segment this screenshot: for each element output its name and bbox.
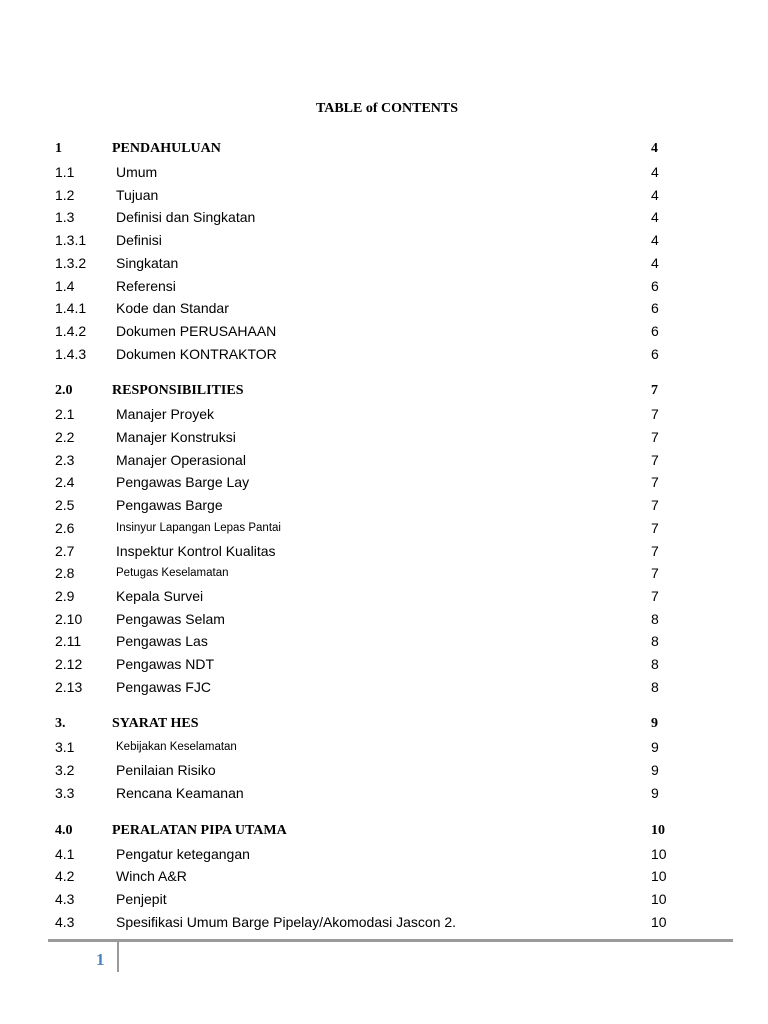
toc-entry-label: Spesifikasi Umum Barge Pipelay/Akomodasi Jascon 2. [116,913,457,930]
toc-entry [0,586,768,606]
toc-entry-page: 6 [651,322,659,339]
toc-entry-number: 2.0 [55,383,73,399]
toc-entry [0,631,768,651]
toc-entry-label: Singkatan [116,254,179,271]
toc-entry-page: 8 [651,678,659,695]
toc-entry [0,276,768,296]
toc-entry-number: 2.9 [55,587,75,604]
toc-entry-label: Definisi [116,232,162,249]
toc-entry [0,912,768,932]
toc-entry-page: 4 [651,254,659,271]
toc-entry-number: 1 [55,141,62,156]
toc-entry-number: 3. [55,716,66,732]
toc-entry-label: RESPONSIBILITIES [112,383,244,399]
toc-entry-label: Dokumen PERUSAHAAN [116,322,277,339]
toc-entry-label: Pengawas FJC [116,678,211,695]
toc-entry [0,207,768,227]
toc-entry-page: 4 [651,164,659,180]
toc-entry-label: Manajer Konstruksi [116,429,236,445]
toc-entry-label: Insinyur Lapangan Lepas Pantai [116,521,281,534]
toc-entry [0,162,768,182]
toc-entry [0,889,768,909]
toc-entry-label: Kebijakan Keselamatan [116,741,237,754]
toc-entry-label: Pengawas Selam [116,610,225,627]
toc-entry-number: 4.0 [55,822,73,838]
toc-entry-page: 9 [651,716,658,732]
toc-entry [0,253,768,273]
toc-entry-number: 2.4 [55,474,75,491]
toc-entry [0,344,768,364]
toc-entry-number: 2.11 [55,633,82,650]
toc-entry-page: 9 [651,739,659,756]
toc-entry [0,495,768,515]
toc-entry-page: 4 [651,141,658,156]
toc-entry-number: 1.4.3 [55,345,87,362]
toc-entry [0,563,768,583]
toc-entry-number: 1.2 [55,186,75,203]
toc-entry-label: Penilaian Risiko [116,762,216,779]
toc-entry [0,298,768,318]
toc-entry-number: 2.1 [55,406,75,423]
toc-entry-page: 7 [651,519,659,536]
toc-entry-number: 1.3 [55,209,75,226]
toc-entry-page: 6 [651,277,659,294]
toc-entry-label: Winch A&R [116,868,187,885]
toc-entry-page: 10 [651,890,667,907]
toc-entry-page: 7 [651,406,659,423]
toc-section-heading [0,714,768,734]
toc-entry-page: 7 [651,429,659,445]
toc-entry-page: 9 [651,784,659,801]
toc-entry-page: 6 [651,345,659,362]
toc-entry-page: 7 [651,587,659,604]
toc-entry-page: 4 [651,232,659,249]
toc-entry-number: 4.3 [55,890,75,907]
toc-entry-number: 1.4.1 [55,300,87,317]
toc-title: TABLE of CONTENTS [315,101,459,116]
toc-entry-page: 4 [651,186,659,203]
toc-entry [0,185,768,205]
toc-entry-number: 2.2 [55,429,75,445]
toc-entry [0,677,768,697]
toc-entry-number: 2.3 [55,451,75,468]
toc-entry-label: Tujuan [116,186,159,203]
toc-entry-number: 3.3 [55,784,75,801]
toc-section-heading [0,821,768,841]
toc-entry [0,472,768,492]
toc-entry-number: 3.1 [55,739,75,756]
toc-entry-page: 8 [651,610,659,627]
toc-section-heading [0,381,768,401]
toc-entry-page: 10 [651,913,667,930]
toc-entry-page: 8 [651,633,659,650]
toc-entry-number: 1.3.2 [55,254,87,271]
toc-entry-label: Inspektur Kontrol Kualitas [116,542,276,559]
toc-entry [0,427,768,447]
page-number: 1 [96,950,105,969]
toc-entry-label: Pengawas NDT [116,656,215,672]
toc-entry [0,230,768,250]
toc-entry-label: Manajer Operasional [116,451,246,468]
toc-entry-label: Referensi [116,277,176,294]
toc-entry-label: PENDAHULUAN [112,141,221,156]
toc-entry [0,541,768,561]
toc-entry-number: 1.4 [55,277,75,294]
toc-entry-number: 2.10 [55,610,83,627]
footer-rule [48,939,733,942]
toc-entry [0,450,768,470]
toc-entry-number: 2.6 [55,519,75,536]
toc-entry-label: Manajer Proyek [116,406,215,423]
toc-entry-label: Umum [116,164,158,180]
toc-entry-label: Pengawas Las [116,633,208,650]
toc-entry-label: Petugas Keselamatan [116,567,229,580]
toc-entry-label: Pengatur ketegangan [116,845,250,862]
toc-entry-page: 7 [651,542,659,559]
toc-entry [0,783,768,803]
toc-entry [0,737,768,757]
toc-entry-label: SYARAT HES [112,716,199,732]
toc-entry-page: 6 [651,300,659,317]
toc-section-heading [0,139,768,159]
toc-entry-label: Definisi dan Singkatan [116,209,256,226]
toc-entry-page: 7 [651,451,659,468]
toc-entry-page: 4 [651,209,659,226]
toc-entry-number: 4.2 [55,868,75,885]
toc-entry-page: 7 [651,565,659,582]
toc-entry-number: 2.8 [55,565,75,582]
toc-entry-page: 8 [651,656,659,672]
toc-entry-number: 1.3.1 [55,232,87,249]
toc-entry-label: Kode dan Standar [116,300,229,317]
toc-entry [0,321,768,341]
toc-entry-page: 10 [651,845,667,862]
toc-entry-number: 4.1 [55,845,75,862]
toc-entry-number: 3.2 [55,762,75,779]
toc-entry-label: Pengawas Barge [116,497,223,514]
toc-entry-number: 2.5 [55,497,75,514]
toc-entry-number: 2.7 [55,542,75,559]
toc-entry-label: Kepala Survei [116,587,204,604]
toc-entry-label: Rencana Keamanan [116,784,244,801]
toc-entry-number: 4.3 [55,913,75,930]
toc-entry [0,654,768,674]
footer-divider [117,939,119,972]
toc-entry [0,609,768,629]
toc-entry [0,844,768,864]
toc-entry [0,404,768,424]
toc-entry-label: Penjepit [116,890,167,907]
toc-entry [0,760,768,780]
toc-entry [0,518,768,538]
toc-entry-page: 9 [651,762,659,779]
toc-entry-number: 2.12 [55,656,83,672]
toc-entry-label: Pengawas Barge Lay [116,474,250,491]
toc-entry-number: 1.4.2 [55,322,87,339]
toc-entry-page: 7 [651,497,659,514]
toc-entry-page: 10 [651,868,667,885]
toc-entry-page: 10 [651,822,665,838]
toc-entry-number: 2.13 [55,678,83,695]
toc-entry-label: PERALATAN PIPA UTAMA [112,822,287,838]
toc-entry-label: Dokumen KONTRAKTOR [116,345,277,362]
toc-entry [0,866,768,886]
toc-entry-page: 7 [651,474,659,491]
toc-entry-number: 1.1 [55,164,75,180]
toc-entry-page: 7 [651,383,658,399]
